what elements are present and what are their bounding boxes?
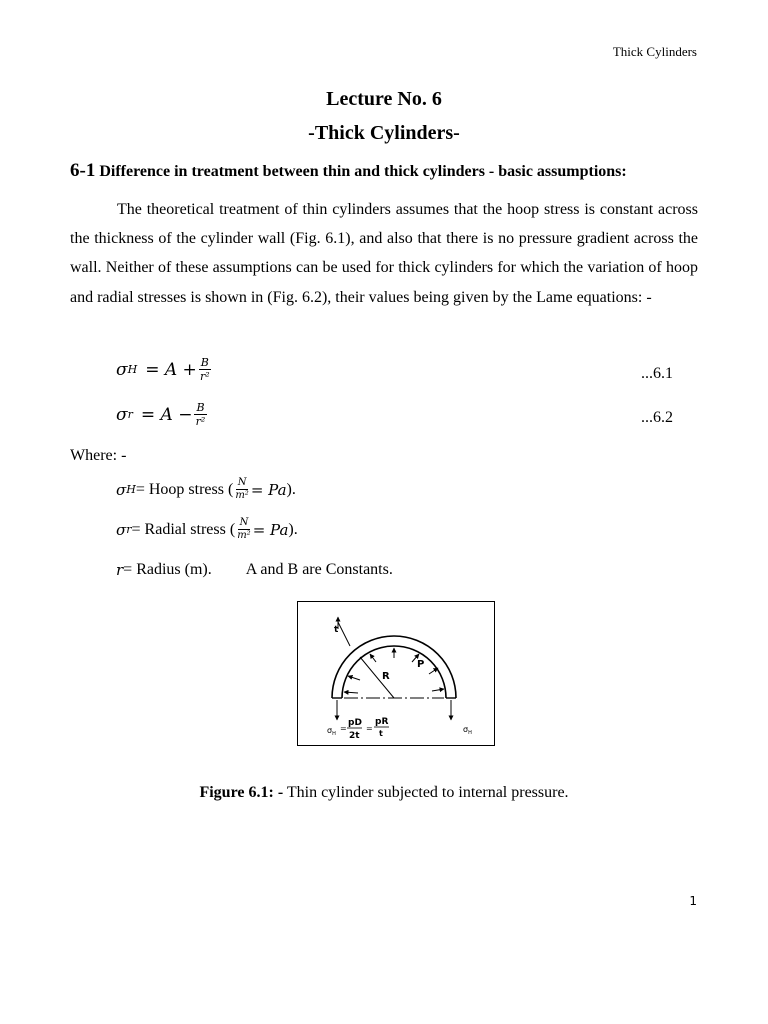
label-t2: t [379,729,383,738]
running-header: Thick Cylinders [612,44,697,59]
equation-symbol: σ [116,359,128,380]
caption-label: Figure 6.1: - [199,784,284,801]
section-heading-text: Difference in treatment between thin and thick cylinders - basic assumptions: [99,163,627,180]
definition-text: = Hoop stress ( [135,480,234,498]
definition-symbol: σ [116,520,127,539]
label-t: t [334,625,339,635]
definition-symbol: σ [116,480,127,499]
definition-close: ). [288,520,298,538]
label-r: R [382,671,390,682]
equation-fraction [194,402,206,427]
lecture-title: Lecture No. 6 [326,88,442,110]
thin-cylinder-diagram [298,602,494,745]
label-pr: pR [375,717,389,727]
fraction-numerator: N [237,477,247,488]
definition-hoop-stress [116,478,296,501]
where-label: Where: - [70,447,127,464]
definition-radial-stress [116,518,298,541]
figure-caption [0,784,768,802]
label-sigma-right: $\sigma_H$ [463,725,472,736]
constants-note: A and B are Constants. [245,561,393,578]
equation-rhs: = A − [140,404,193,425]
definition-radius [116,561,393,579]
definition-text: = Radial stress ( [131,520,236,538]
label-pd: pD [348,718,362,728]
paragraph-text: The theoretical treatment of thin cylinders assumes that the hoop stress is constant across the thickness of the cylinder wall (Fig. 6.1), and also that there is no pressure gradient across the wall. Neither of these assumptions can be used for thick cylinders for which the variation of hoop and radial stresses is shown in (Fig. 6.2), their values being given by the Lame equations: - [70,201,698,306]
fraction-numerator: B [200,356,209,369]
definition-subscript: H [126,483,136,496]
unit-tail: = Pa [250,480,287,499]
fraction-denominator: m² [237,530,251,541]
equation-number: ...6.2 [641,409,673,426]
label-sigma-left: $\sigma_H$ [327,726,336,737]
section-heading [70,160,627,182]
equation-subscript: H [127,363,138,376]
equation-hoop [116,357,213,382]
unit-fraction [237,518,251,541]
fraction-denominator: m² [235,490,249,501]
fraction-denominator: r² [195,415,206,428]
figure-thin-cylinder [297,601,495,746]
section-number: 6-1 [70,160,96,181]
thickness-leader [338,622,350,646]
body-paragraph [70,195,698,312]
svg-text:=: = [340,724,347,733]
unit-tail: = Pa [252,520,289,539]
equation-rhs: = A + [145,359,197,380]
fraction-numerator: B [196,401,205,414]
definition-text: = Radius (m). [123,561,212,578]
label-p: P [417,659,425,670]
equation-number: ...6.1 [641,365,673,382]
svg-text:=: = [366,724,373,733]
equation-symbol: σ [116,404,128,425]
page-number: 1 [689,894,697,908]
equation-fraction [199,357,211,382]
caption-text: Thin cylinder subjected to internal pressure. [286,784,569,801]
lecture-topic: -Thick Cylinders- [308,122,460,144]
definition-symbol: r [116,561,124,579]
fraction-denominator: r² [199,370,210,383]
definition-subscript: r [126,523,132,536]
fraction-numerator: N [239,517,249,528]
unit-fraction [235,478,249,501]
equation-radial [116,402,209,427]
label-2t: 2t [349,731,360,741]
equation-subscript: r [127,408,133,421]
definition-close: ). [286,480,296,498]
